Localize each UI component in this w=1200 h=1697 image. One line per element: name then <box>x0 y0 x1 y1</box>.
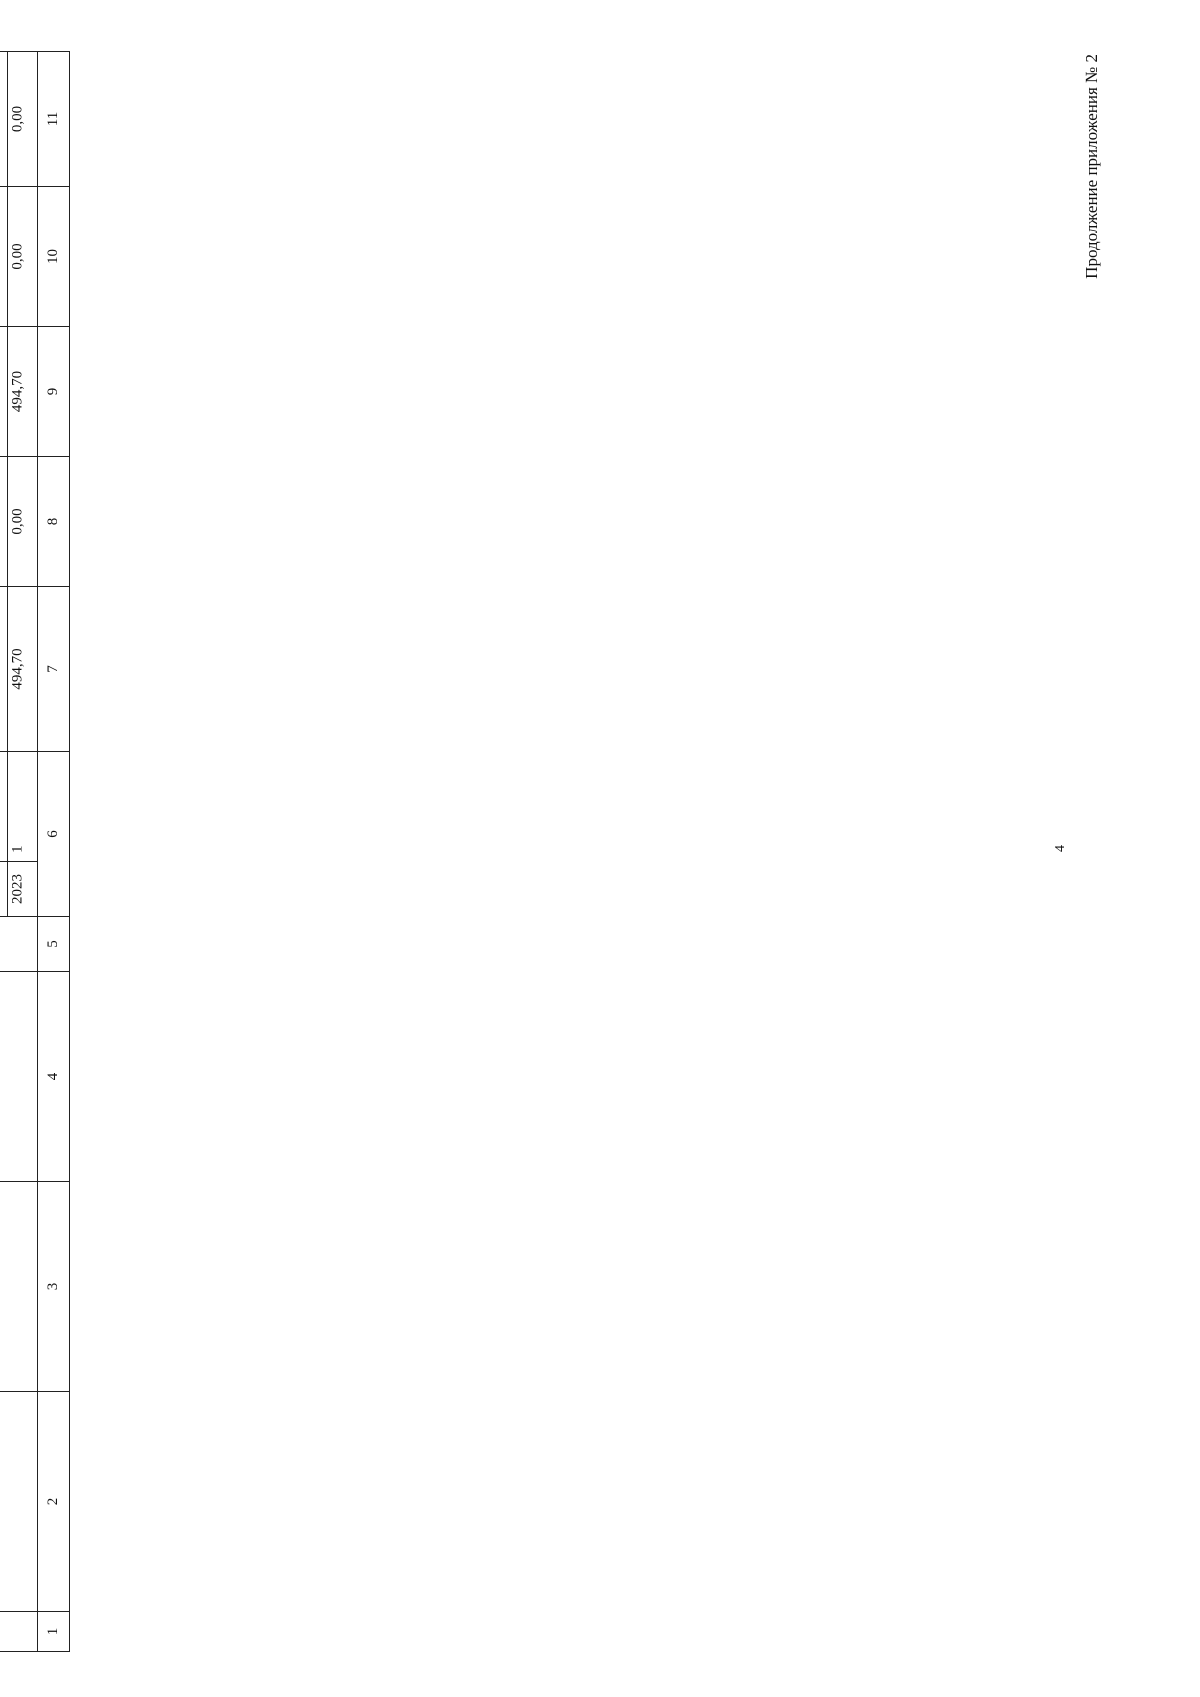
value-cell-c7 <box>0 587 8 752</box>
column-header: 10 <box>37 187 69 327</box>
column-header: 3 <box>37 1182 69 1392</box>
header-row <box>37 52 69 1652</box>
value-cell-c7: 494,70 <box>8 587 38 752</box>
column-header: 11 <box>37 52 69 187</box>
row-number <box>0 1612 37 1652</box>
quantity-cell <box>0 752 8 862</box>
unit-of-measure <box>0 917 37 972</box>
year-cell: 2023 <box>8 862 38 917</box>
result-description <box>0 972 37 1182</box>
value-cell-c10 <box>0 187 8 327</box>
value-cell-c8 <box>0 457 8 587</box>
value-cell-c8: 0,00 <box>8 457 38 587</box>
value-cell-c9 <box>0 327 8 457</box>
value-cell-c10: 0,00 <box>8 187 38 327</box>
value-cell-c11: 0,00 <box>8 52 38 187</box>
responsible-executor <box>0 1182 37 1392</box>
column-header: 8 <box>37 457 69 587</box>
column-header: 7 <box>37 587 69 752</box>
appendix-caption: Продолжение приложения № 2 <box>1082 54 1101 279</box>
table-body <box>0 52 70 1652</box>
year-cell <box>0 862 8 917</box>
page-number: 4 <box>1053 845 1068 852</box>
quantity-cell: 1 <box>8 752 38 862</box>
value-cell-c11 <box>0 52 8 187</box>
column-header: 1 <box>37 1612 69 1652</box>
table-row <box>8 52 38 1652</box>
column-header: 5 <box>37 917 69 972</box>
data-table <box>0 51 70 1652</box>
event-name <box>0 1392 37 1612</box>
column-header: 9 <box>37 327 69 457</box>
column-header: 2 <box>37 1392 69 1612</box>
value-cell-c9: 494,70 <box>8 327 38 457</box>
column-header: 4 <box>37 972 69 1182</box>
column-header: 6 <box>37 752 69 917</box>
